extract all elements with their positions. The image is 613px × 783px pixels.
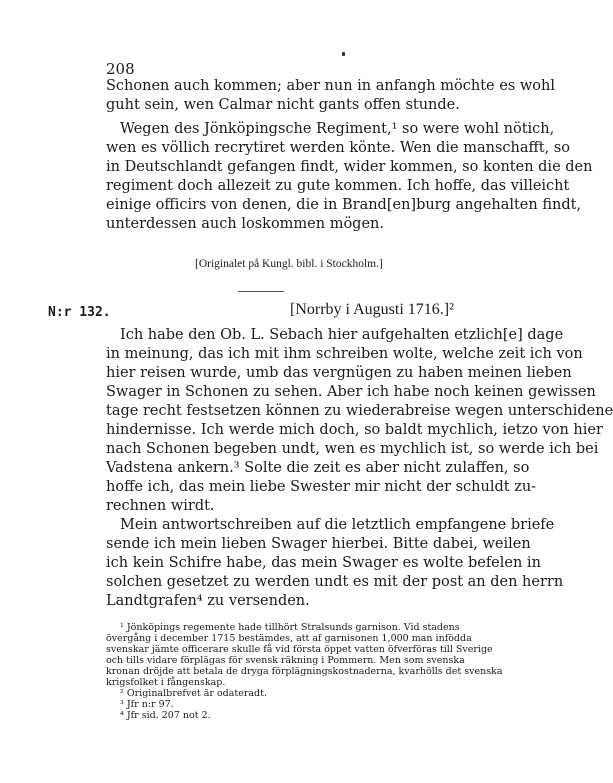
footnote-line: ⁴ Jfr sid. 207 not 2. (120, 710, 211, 721)
letter-line: Mein antwortschreiben auf die letztlich empfangene briefe (120, 517, 555, 533)
footnote-line: svenskar jämte officerare skulle få vid första öppet vatten öfverföras till Sverige (106, 644, 493, 655)
letter-line: in meinung, das ich mit ihm schreiben wolte, welche zeit ich von (106, 346, 583, 362)
letter-line: hier reisen wurde, umb das vergnügen zu haben meinen lieben (106, 365, 572, 381)
letter-date-header: [Norrby i Augusti 1716.]² (290, 301, 454, 318)
paragraph-line: guht sein, wen Calmar nicht gants offen stunde. (106, 97, 460, 113)
footnote-line: ¹ Jönköpings regemente hade tillhört Stralsunds garnison. Vid stadens (120, 622, 460, 633)
letter-line: solchen gesetzet zu werden undt es mit der post an den herrn (106, 574, 564, 590)
letter-line: Swager in Schonen zu sehen. Aber ich habe noch keinen gewissen (106, 384, 596, 400)
footnote-line: kronan dröjde att betala de dryga förplägningskostnaderna, kvarhölls det svenska (106, 666, 503, 677)
footnote-line: ³ Jfr n:r 97. (120, 699, 174, 710)
footnote-line: och tills vidare förplägas för svensk räkning i Pommern. Men som svenska (106, 655, 465, 666)
letter-line: sende ich mein lieben Swager hierbei. Bitte dabei, weilen (106, 536, 531, 552)
letter-line: Landtgrafen⁴ zu versenden. (106, 593, 310, 609)
letter-line: ich kein Schifre habe, das mein Swager es wolte befelen in (106, 555, 541, 571)
letter-line: tage recht festsetzen können zu wiederabreise wegen unterschidene (106, 403, 613, 419)
letter-line: Ich habe den Ob. L. Sebach hier aufgehalten etzlich[e] dage (120, 327, 564, 343)
paragraph-line: unterdessen auch loskommen mögen. (106, 216, 384, 232)
letter-line: nach Schonen begeben undt, wen es mychlich ist, so werde ich bei (106, 441, 599, 457)
footnote-line: övergång i december 1715 bestämdes, att af garnisonen 1,000 man infödda (106, 633, 472, 644)
letter-line: rechnen wirdt. (106, 498, 215, 514)
paragraph-line: regiment doch allezeit zu gute kommen. Ich hoffe, das villeicht (106, 178, 570, 194)
source-note: [Originalet på Kungl. bibl. i Stockholm.] (195, 258, 383, 270)
page-number: 208 (106, 60, 135, 78)
footnote-line: ² Originalbrefvet är odateradt. (120, 688, 267, 699)
section-divider (238, 291, 284, 292)
paragraph-line: Wegen des Jönköpingsche Regiment,¹ so were wohl nötich, (120, 121, 555, 137)
letter-number: N:r 132. (48, 305, 111, 320)
footnote-line: krigsfolket i fångenskap. (106, 677, 226, 688)
letter-line: hoffe ich, das mein liebe Swester mir nicht der schuldt zu- (106, 479, 537, 495)
paragraph-line: wen es völlich recrytiret werden könte. Wen die manschafft, so (106, 140, 571, 156)
ink-speck (342, 52, 345, 56)
letter-line: hindernisse. Ich werde mich doch, so baldt mychlich, ietzo von hier (106, 422, 603, 438)
paragraph-line: in Deutschlandt gefangen findt, wider kommen, so konten die den (106, 159, 593, 175)
letter-line: Vadstena ankern.³ Solte die zeit es aber nicht zulaffen, so (106, 460, 530, 476)
paragraph-line: Schonen auch kommen; aber nun in anfangh möchte es wohl (106, 78, 555, 94)
paragraph-line: einige officirs von denen, die in Brand[en]burg angehalten findt, (106, 197, 582, 213)
